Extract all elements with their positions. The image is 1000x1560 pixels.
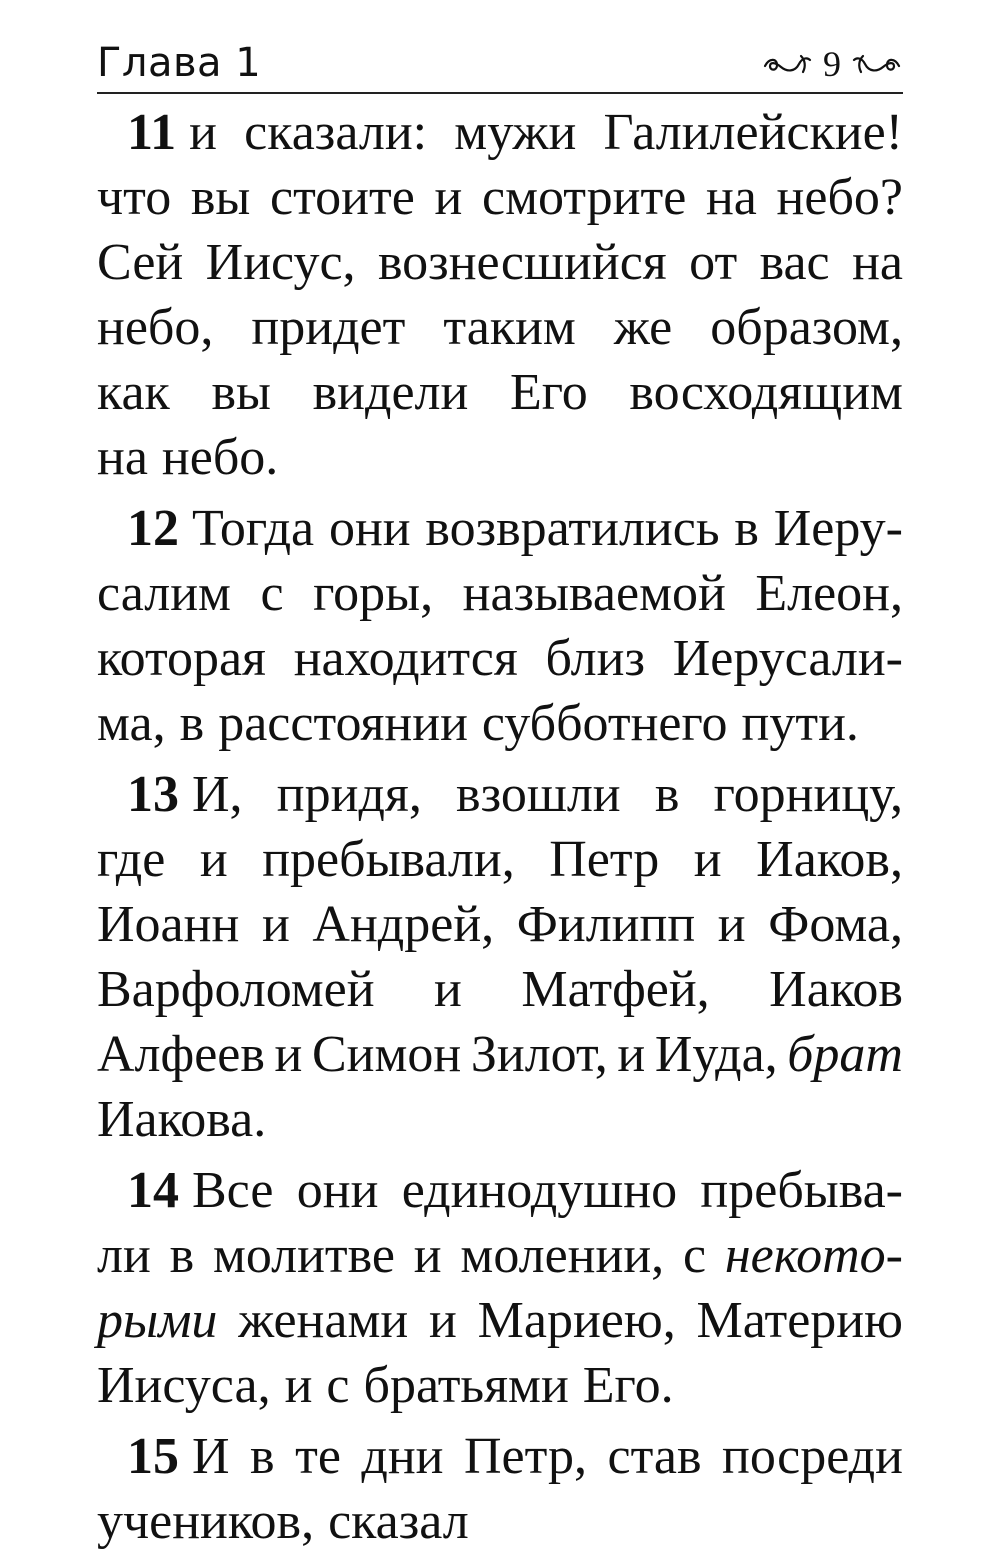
- word: брат: [787, 1026, 903, 1083]
- verse-number: 12: [127, 500, 179, 557]
- verse-paragraph: [97, 762, 903, 1152]
- word: Филипп: [516, 896, 696, 953]
- word: на: [97, 429, 148, 486]
- word: и: [693, 831, 722, 888]
- word: посреди: [722, 1428, 903, 1485]
- text-line: [97, 957, 903, 1022]
- text-line: [97, 165, 903, 230]
- word: Петр,: [464, 1428, 587, 1485]
- word: Елеон,: [755, 565, 903, 622]
- word: Иеру-: [773, 500, 903, 557]
- word: молитве: [212, 1227, 395, 1284]
- word: придя,: [276, 766, 422, 823]
- word: Сей: [97, 234, 184, 291]
- word: с: [326, 1357, 350, 1414]
- word: находится: [293, 630, 518, 687]
- word: от: [689, 234, 738, 291]
- word: небо,: [97, 299, 214, 356]
- word: ма,: [97, 695, 166, 752]
- word: и: [413, 1227, 442, 1284]
- word: в: [734, 500, 759, 557]
- word: Варфоломей: [97, 961, 375, 1018]
- verse-lead: [127, 1424, 230, 1489]
- word: Иоанн: [97, 896, 240, 953]
- word: близ: [545, 630, 645, 687]
- word: и: [717, 896, 746, 953]
- verse-paragraph: [97, 1424, 903, 1554]
- word: они: [296, 1162, 379, 1219]
- verse-lead: [127, 762, 243, 827]
- word: возвратились: [425, 500, 720, 557]
- word: Симон: [311, 1026, 462, 1083]
- word: что: [97, 169, 172, 226]
- book-page: [97, 30, 903, 1560]
- word: и: [261, 896, 290, 953]
- text-line: [97, 691, 903, 756]
- scripture-text: [97, 100, 903, 1554]
- word: где: [97, 831, 166, 888]
- word: сказал: [328, 1493, 469, 1550]
- word: в: [169, 1227, 195, 1284]
- text-line: [97, 295, 903, 360]
- word: ли: [97, 1227, 151, 1284]
- word: на: [852, 234, 903, 291]
- word: Иуда,: [654, 1026, 778, 1083]
- verse-paragraph: [97, 100, 903, 490]
- text-line: [97, 892, 903, 957]
- page-number-ornament: [761, 46, 903, 82]
- word: рыми: [97, 1292, 218, 1349]
- verse-lead: [127, 100, 217, 165]
- word: и: [429, 1292, 457, 1349]
- word: И,: [192, 766, 243, 823]
- text-line: [97, 1489, 903, 1554]
- word: как: [97, 364, 170, 421]
- word: в: [250, 1428, 275, 1485]
- text-line: [97, 100, 903, 165]
- word: субботнего: [481, 695, 728, 752]
- right-flourish-icon: [851, 52, 903, 76]
- word: Фома,: [768, 896, 903, 953]
- word: с: [260, 565, 284, 622]
- word: они: [328, 500, 411, 557]
- word: Его: [509, 364, 588, 421]
- word: пребыва-: [700, 1162, 903, 1219]
- word: смотрите: [481, 169, 687, 226]
- word: и: [274, 1026, 303, 1083]
- word: и: [434, 961, 462, 1018]
- text-line: [97, 1353, 903, 1418]
- word: Иисус,: [205, 234, 356, 291]
- word: же: [613, 299, 673, 356]
- word: став: [607, 1428, 702, 1485]
- text-line: [97, 230, 903, 295]
- text-line: [97, 1158, 903, 1223]
- word: братьями: [363, 1357, 569, 1414]
- word: видели: [312, 364, 469, 421]
- word: вознесшийся: [377, 234, 667, 291]
- word: стоите: [270, 169, 415, 226]
- word: Мариею,: [477, 1292, 676, 1349]
- text-line: [97, 626, 903, 691]
- text-line: [97, 1424, 903, 1489]
- word: И: [192, 1428, 230, 1485]
- word: образом,: [710, 299, 903, 356]
- word: Петр: [549, 831, 660, 888]
- text-line: [97, 425, 903, 490]
- word: и: [434, 169, 463, 226]
- text-line: [97, 1288, 903, 1353]
- word: молении,: [460, 1227, 665, 1284]
- running-head: [97, 30, 903, 94]
- word: Иисуса,: [97, 1357, 271, 1414]
- word: женами: [238, 1292, 409, 1349]
- word: горы,: [313, 565, 434, 622]
- word: небо.: [161, 429, 279, 486]
- left-flourish-icon: [761, 52, 813, 76]
- word: пребывали,: [262, 831, 515, 888]
- word: на: [705, 169, 757, 226]
- text-line: [97, 496, 903, 561]
- word: Иакова.: [97, 1091, 267, 1148]
- word: и: [284, 1357, 313, 1414]
- word: восходящим: [629, 364, 903, 421]
- word: придет: [251, 299, 406, 356]
- text-line: [97, 360, 903, 425]
- word: те: [295, 1428, 341, 1485]
- word: таким: [443, 299, 576, 356]
- word: и: [617, 1026, 646, 1083]
- word: горницу,: [713, 766, 903, 823]
- word: учеников,: [97, 1493, 315, 1550]
- word: называемой: [462, 565, 726, 622]
- text-line: [97, 1022, 903, 1087]
- word: Иерусали-: [672, 630, 903, 687]
- text-line: [97, 1223, 903, 1288]
- verse-number: 11: [127, 104, 177, 161]
- word: небо?: [776, 169, 903, 226]
- word: Материю: [696, 1292, 903, 1349]
- word: пути.: [741, 695, 859, 752]
- word: Его.: [582, 1357, 674, 1414]
- word: которая: [97, 630, 266, 687]
- word: некото-: [724, 1227, 903, 1284]
- word: взошли: [456, 766, 621, 823]
- text-line: [97, 1087, 903, 1152]
- verse-paragraph: [97, 1158, 903, 1418]
- word: единодушно: [401, 1162, 678, 1219]
- text-line: [97, 561, 903, 626]
- word: вы: [211, 364, 271, 421]
- text-line: [97, 827, 903, 892]
- word: Зилот,: [470, 1026, 608, 1083]
- word: Галилейские!: [603, 104, 903, 161]
- verse-number: 13: [127, 766, 179, 823]
- word: вас: [759, 234, 830, 291]
- word: Иаков: [769, 961, 903, 1018]
- verse-number: 14: [127, 1162, 179, 1219]
- word: Матфей,: [521, 961, 710, 1018]
- word: сказали:: [244, 104, 428, 161]
- word: и: [189, 104, 217, 161]
- page-number: 9: [823, 44, 841, 84]
- word: салим: [97, 565, 231, 622]
- word: дни: [361, 1428, 444, 1485]
- word: и: [199, 831, 228, 888]
- verse-lead: [127, 1158, 273, 1223]
- word: расстоянии: [218, 695, 468, 752]
- verse-number: 15: [127, 1428, 179, 1485]
- verse-lead: [127, 496, 314, 561]
- text-line: [97, 762, 903, 827]
- word: Алфеев: [97, 1026, 265, 1083]
- word: в: [179, 695, 205, 752]
- word: Тогда: [192, 500, 315, 557]
- verse-paragraph: [97, 496, 903, 756]
- word: мужи: [454, 104, 577, 161]
- word: Андрей,: [312, 896, 495, 953]
- word: в: [654, 766, 680, 823]
- word: Все: [192, 1162, 274, 1219]
- word: с: [682, 1227, 707, 1284]
- word: Иаков,: [756, 831, 903, 888]
- word: вы: [190, 169, 251, 226]
- chapter-title: Глава 1: [97, 40, 262, 86]
